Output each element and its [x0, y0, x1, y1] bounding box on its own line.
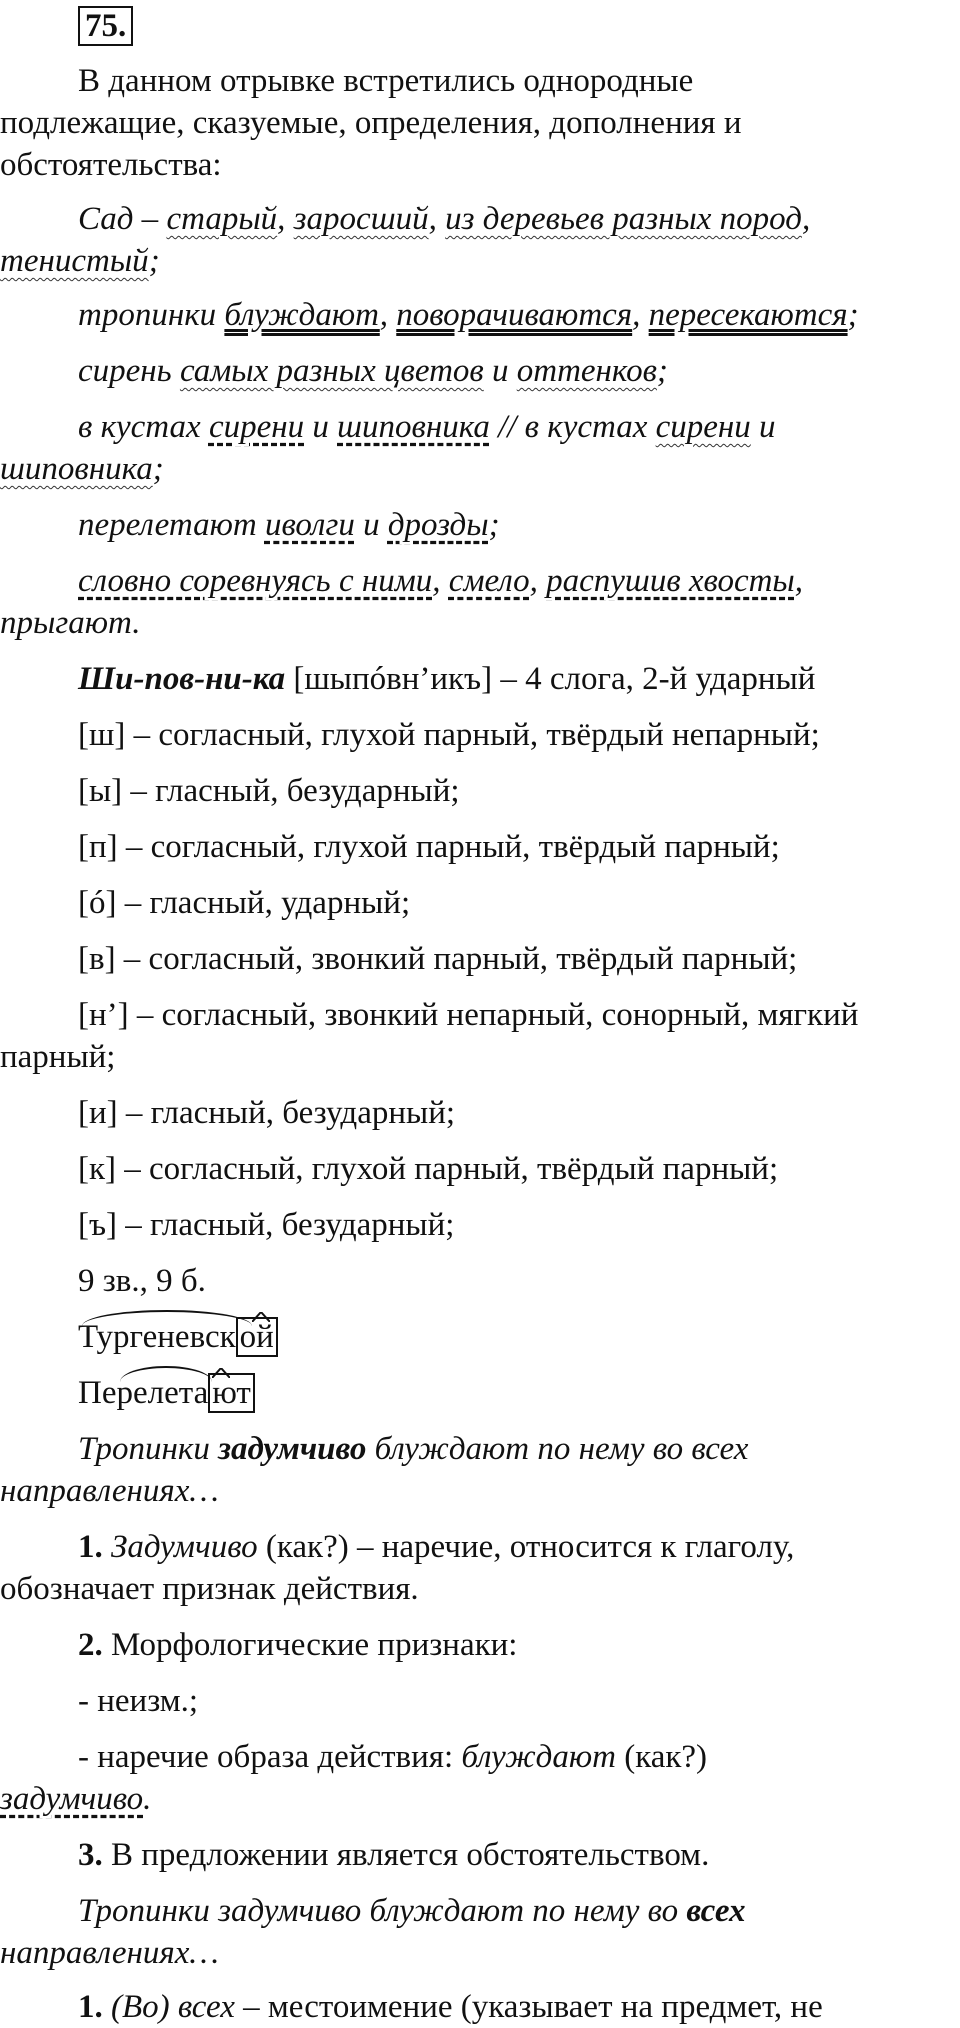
phonetic-line: [к] – согласный, глухой парный, твёрдый парный; [78, 1151, 779, 1187]
example-kusty-line-2: шиповника; [0, 451, 164, 487]
suffix-mark [212, 1368, 230, 1378]
exercise-number: 75. [78, 6, 133, 46]
analysis1-point-2a: - неизм.; [78, 1683, 199, 1719]
phonetic-line: [и] – гласный, безударный; [78, 1095, 456, 1131]
morpheme-ending: ой [236, 1317, 278, 1357]
intro-line-2: подлежащие, сказуемые, определения, дополнения и [0, 105, 742, 141]
analysis1-point-1-cont: обозначает признак действия. [0, 1571, 419, 1607]
phonetic-line: парный; [0, 1039, 116, 1075]
example-siren: сирень самых разных цветов и оттенков; [78, 353, 668, 389]
phonetic-line: [ó] – гласный, ударный; [78, 885, 411, 921]
phonetic-summary: 9 зв., 9 б. [78, 1263, 206, 1299]
phonetic-header: Ши-пов-ни-ка [шыпóвн’икъ] – 4 слога, 2-й ударный [78, 661, 816, 697]
suffix-mark [252, 1312, 270, 1322]
analysis1-point-3: 3. В предложении является обстоятельством. [78, 1837, 710, 1873]
analysis1-sentence-line-2: направлениях… [0, 1473, 219, 1509]
phonetic-line: [н’] – согласный, звонкий непарный, сонорный, мягкий [78, 997, 859, 1033]
phonetic-line: [ш] – согласный, глухой парный, твёрдый непарный; [78, 717, 820, 753]
morpheme-base: Тургеневск [78, 1316, 236, 1358]
phonetic-line: [в] – согласный, звонкий парный, твёрдый парный; [78, 941, 798, 977]
example-tropinki: тропинки блуждают, поворачиваются, пересекаются; [78, 297, 859, 333]
phonetic-line: [ъ] – гласный, безударный; [78, 1207, 455, 1243]
phonetic-line: [ы] – гласный, безударный; [78, 773, 460, 809]
morpheme-base: Перелета [78, 1372, 208, 1414]
morpheme-word-1 [78, 1316, 940, 1358]
root-arc-mark [82, 1310, 252, 1326]
intro-line-3: обстоятельства: [0, 147, 222, 183]
morpheme-word-2 [78, 1372, 940, 1414]
example-slovno-line-2: прыгают. [0, 605, 141, 641]
morpheme-ending: ют [208, 1373, 255, 1413]
example-kusty-line-1: в кустах сирени и шиповника // в кустах сирени и [78, 409, 776, 445]
example-slovno-line-1: словно соревнуясь с ними, смело, распушив хвосты, [78, 563, 804, 599]
analysis1-point-2: 2. Морфологические признаки: [78, 1627, 518, 1663]
analysis1-point-2b: - наречие образа действия: блуждают (как?) [78, 1739, 708, 1775]
analysis1-point-1: 1. Задумчиво (как?) – наречие, относится к глаголу, [78, 1529, 795, 1565]
example-sad-line-1: Сад – старый, заросший, из деревьев разных пород, [78, 201, 811, 237]
analysis1-sentence-line-1: Тропинки задумчиво блуждают по нему во всех [78, 1431, 749, 1467]
analysis1-point-2c: задумчиво. [0, 1781, 152, 1817]
phonetic-line: [п] – согласный, глухой парный, твёрдый парный; [78, 829, 780, 865]
intro-line-1: В данном отрывке встретились однородные [78, 63, 694, 99]
root-arc-mark [120, 1366, 212, 1382]
example-pereletayut: перелетают иволги и дрозды; [78, 507, 500, 543]
analysis2-sentence-line-2: направлениях… [0, 1935, 219, 1971]
analysis2-point-1: 1. (Во) всех – местоимение (указывает на предмет, не [78, 1989, 823, 2025]
analysis2-sentence-line-1: Тропинки задумчиво блуждают по нему во всех [78, 1893, 746, 1929]
example-sad-line-2: тенистый; [0, 243, 160, 279]
